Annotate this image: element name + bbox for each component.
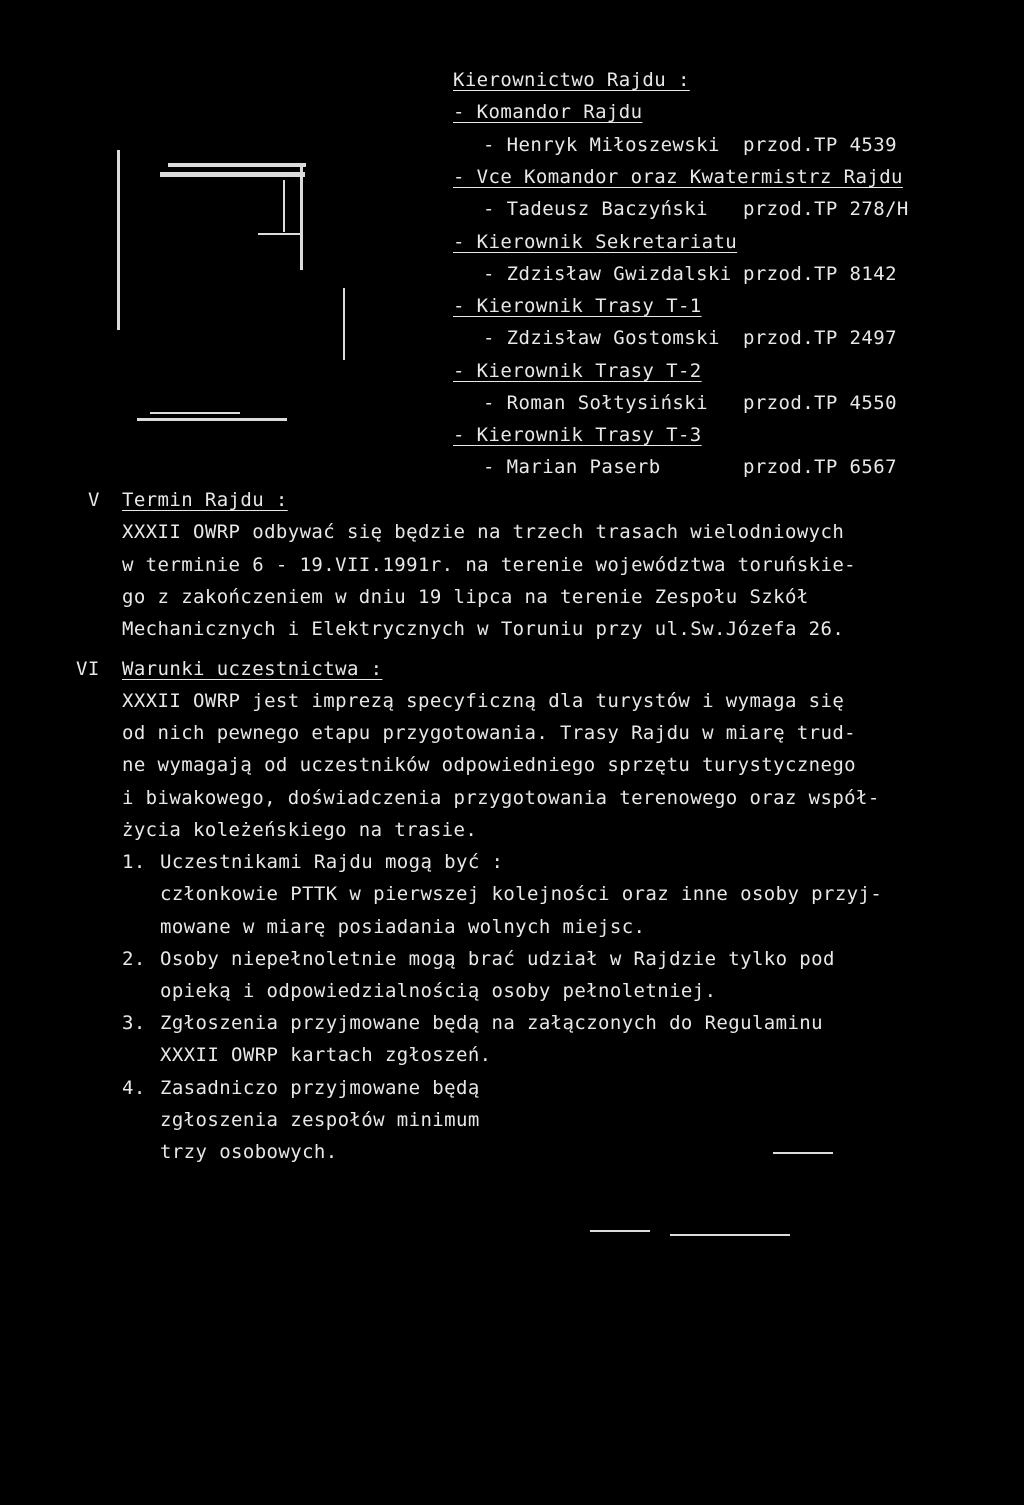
scan-artifact bbox=[117, 150, 120, 330]
role-club-number: przod.TP 278/H bbox=[743, 198, 909, 220]
paragraph-line: w terminie 6 - 19.VII.1991r. na terenie województwa toruńskie- bbox=[122, 554, 857, 576]
point-line: opieką i odpowiedzialnością osoby pełnoletniej. bbox=[160, 980, 717, 1002]
section-heading: Warunki uczestnictwa : bbox=[122, 658, 383, 680]
point-number: 3. bbox=[122, 1012, 146, 1034]
role-person: - Zdzisław Gwizdalski bbox=[483, 263, 732, 285]
scan-artifact bbox=[258, 233, 302, 235]
section-heading: Termin Rajdu : bbox=[122, 489, 288, 511]
role-club-number: przod.TP 6567 bbox=[743, 456, 897, 478]
paragraph-line: ne wymagają od uczestników odpowiedniego sprzętu turystycznego bbox=[122, 754, 857, 776]
point-number: 4. bbox=[122, 1077, 146, 1099]
point-line: członkowie PTTK w pierwszej kolejności oraz inne osoby przyj- bbox=[160, 883, 883, 905]
point-line: Zgłoszenia przyjmowane będą na załączonych do Regulaminu bbox=[160, 1012, 823, 1034]
paragraph-line: życia koleżeńskiego na trasie. bbox=[122, 819, 478, 841]
paragraph-line: XXXII OWRP jest imprezą specyficzną dla turystów i wymaga się bbox=[122, 690, 845, 712]
scan-artifact bbox=[343, 288, 345, 360]
point-line: Zasadniczo przyjmowane będą bbox=[160, 1077, 480, 1099]
paragraph-line: Mechanicznych i Elektrycznych w Toruniu przy ul.Sw.Józefa 26. bbox=[122, 618, 845, 640]
role-title: - Kierownik Trasy T-3 bbox=[453, 424, 702, 446]
role-person: - Henryk Miłoszewski bbox=[483, 134, 720, 156]
point-line: Osoby niepełnoletnie mogą brać udział w Rajdzie tylko pod bbox=[160, 948, 835, 970]
scan-artifact bbox=[168, 163, 306, 167]
role-person: - Marian Paserb bbox=[483, 456, 661, 478]
role-person: - Tadeusz Baczyński bbox=[483, 198, 708, 220]
scan-artifact bbox=[300, 165, 303, 270]
role-person: - Roman Sołtysiński bbox=[483, 392, 708, 414]
role-club-number: przod.TP 4550 bbox=[743, 392, 897, 414]
role-title: - Kierownik Trasy T-2 bbox=[453, 360, 702, 382]
point-line: Uczestnikami Rajdu mogą być : bbox=[160, 851, 504, 873]
role-title: - Kierownik Trasy T-1 bbox=[453, 295, 702, 317]
section-number: V bbox=[88, 489, 100, 511]
role-club-number: przod.TP 8142 bbox=[743, 263, 897, 285]
point-line: trzy osobowych. bbox=[160, 1141, 338, 1163]
scan-artifact bbox=[773, 1152, 833, 1154]
role-title: - Kierownik Sekretariatu bbox=[453, 231, 738, 253]
paragraph-line: go z zakończeniem w dniu 19 lipca na terenie Zespołu Szkół bbox=[122, 586, 809, 608]
scan-artifact bbox=[670, 1234, 790, 1236]
paragraph-line: XXXII OWRP odbywać się będzie na trzech trasach wielodniowych bbox=[122, 521, 845, 543]
role-title: - Komandor Rajdu bbox=[453, 101, 643, 123]
point-line: XXXII OWRP kartach zgłoszeń. bbox=[160, 1044, 492, 1066]
role-club-number: przod.TP 2497 bbox=[743, 327, 897, 349]
scan-artifact bbox=[160, 172, 305, 177]
paragraph-line: od nich pewnego etapu przygotowania. Trasy Rajdu w miarę trud- bbox=[122, 722, 857, 744]
scan-artifact bbox=[150, 412, 240, 414]
role-person: - Zdzisław Gostomski bbox=[483, 327, 720, 349]
role-club-number: przod.TP 4539 bbox=[743, 134, 897, 156]
scan-artifact bbox=[283, 180, 285, 232]
section-number: VI bbox=[76, 658, 100, 680]
scan-artifact bbox=[137, 418, 287, 421]
point-line: mowane w miarę posiadania wolnych miejsc. bbox=[160, 916, 646, 938]
scan-artifact bbox=[590, 1230, 650, 1232]
role-title: - Vce Komandor oraz Kwatermistrz Rajdu bbox=[453, 166, 903, 188]
point-number: 1. bbox=[122, 851, 146, 873]
management-heading: Kierownictwo Rajdu : bbox=[453, 69, 690, 91]
point-number: 2. bbox=[122, 948, 146, 970]
point-line: zgłoszenia zespołów minimum bbox=[160, 1109, 480, 1131]
paragraph-line: i biwakowego, doświadczenia przygotowania terenowego oraz współ- bbox=[122, 787, 880, 809]
